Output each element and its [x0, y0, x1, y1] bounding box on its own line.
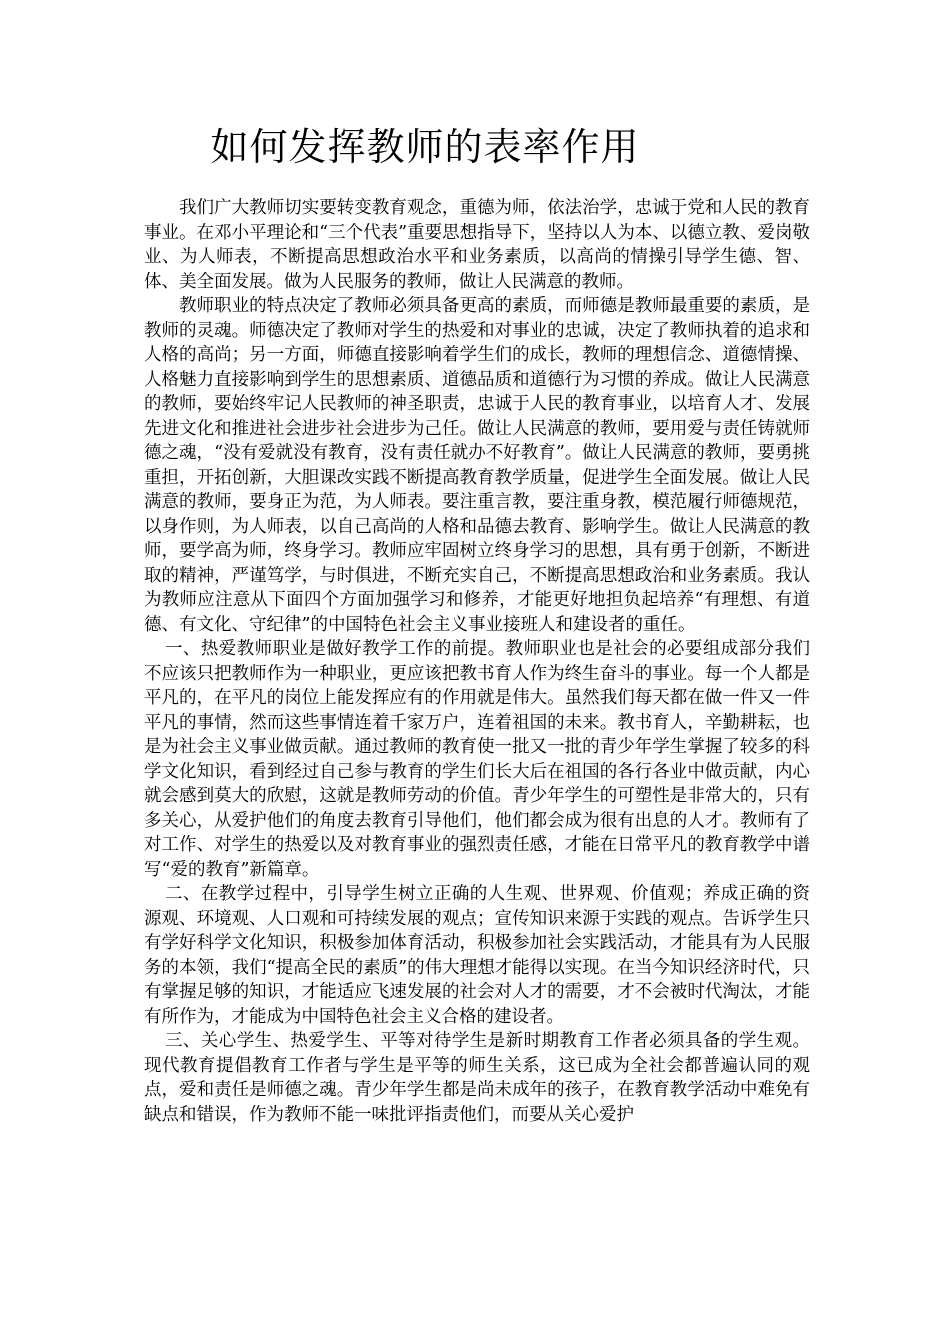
paragraph-intro: 我们广大教师切实要转变教育观念，重德为师，依法治学，忠诚于党和人民的教育事业。在邓小平理论和“三个代表”重要思想指导下，坚持以人为本、以德立教、爱岗敬业、为人师表，不断提高思想政治水平和业务素质，以高尚的情操引导学生德、智、体、美全面发展。做为人民服务的教师，做让人民满意的教师。 — [144, 198, 810, 292]
paragraph-section-one: 一、热爱教师职业是做好教学工作的前提。教师职业也是社会的必要组成部分我们不应该只把教师作为一种职业，更应该把教书育人作为终生奋斗的事业。每一个人都是平凡的，在平凡的岗位上能发挥应有的作用就是伟大。虽然我们每天都在做一件又一件平凡的事情，然而这些事情连着千家万户，连着祖国的未来。教书育人，辛勤耕耘，也是为社会主义事业做贡献。通过教师的教育使一批又一批的青少年学生掌握了较多的科学文化知识，看到经过自己参与教育的学生们长大后在祖国的各行各业中做贡献，内心就会感到莫大的欣慰，这就是教师劳动的价值。青少年学生的可塑性是非常大的，只有多关心，从爱护他们的角度去教育引导他们，他们都会成为很有出息的人才。教师有了对工作、对学生的热爱以及对教育事业的强烈责任感，才能在日常平凡的教育教学中谱写“爱的教育”新篇章。 — [144, 639, 810, 880]
document-title: 如何发挥教师的表率作用 — [210, 125, 640, 169]
paragraph-teacher-ethics: 教师职业的特点决定了教师必须具备更高的素质，而师德是教师最重要的素质，是教师的灵魂。师德决定了教师对学生的热爱和对事业的忠诚，决定了教师执着的追求和人格的高尚；另一方面，师德直接影响着学生们的成长，教师的理想信念、道德情操、人格魅力直接影响到学生的思想素质、道德品质和道德行为习惯的养成。做让人民满意的教师，要始终牢记人民教师的神圣职责，忠诚于人民的教育事业，以培育人才、发展先进文化和推进社会进步社会进步为己任。做让人民满意的教师，要用爱与责任铸就师德之魂，“没有爱就没有教育，没有责任就办不好教育”。做让人民满意的教师，要勇挑重担，开拓创新，大胆课改实践不断提高教育教学质量，促进学生全面发展。做让人民满意的教师，要身正为范，为人师表。要注重言教，要注重身教，模范履行师德规范，以身作则，为人师表，以自己高尚的人格和品德去教育、影响学生。做让人民满意的教师，要学高为师，终身学习。教师应牢固树立终身学习的思想，具有勇于创新，不断进取的精神，严谨笃学，与时俱进，不断充实自己，不断提高思想政治和业务素质。我认为教师应注意从下面四个方面加强学习和修养，才能更好地担负起培养“有理想、有道德、有文化、守纪律”的中国特色社会主义事业接班人和建设者的重任。 — [144, 296, 810, 635]
paragraph-section-two: 二、在教学过程中，引导学生树立正确的人生观、世界观、价值观；养成正确的资源观、环境观、人口观和可持续发展的观点；宣传知识来源于实践的观点。告诉学生只有学好科学文化知识，积极参加体育活动，积极参加社会实践活动，才能具有为人民服务的本领，我们“提高全民的素质”的伟大理想才能得以实现。在当今知识经济时代，只有掌握足够的知识，才能适应飞速发展的社会对人才的需要，才不会被时代淘汰，才能有所作为，才能成为中国特色社会主义合格的建设者。 — [144, 884, 810, 1027]
document-body — [144, 196, 810, 1127]
paragraph-section-three: 三、关心学生、热爱学生、平等对待学生是新时期教育工作者必须具备的学生观。现代教育提倡教育工作者与学生是平等的师生关系，这已成为全社会都普遍认同的观点，爱和责任是师德之魂。青少年学生都是尚未成年的孩子，在教育教学活动中难免有缺点和错误，作为教师不能一味批评指责他们，而要从关心爱护 — [144, 1031, 810, 1125]
